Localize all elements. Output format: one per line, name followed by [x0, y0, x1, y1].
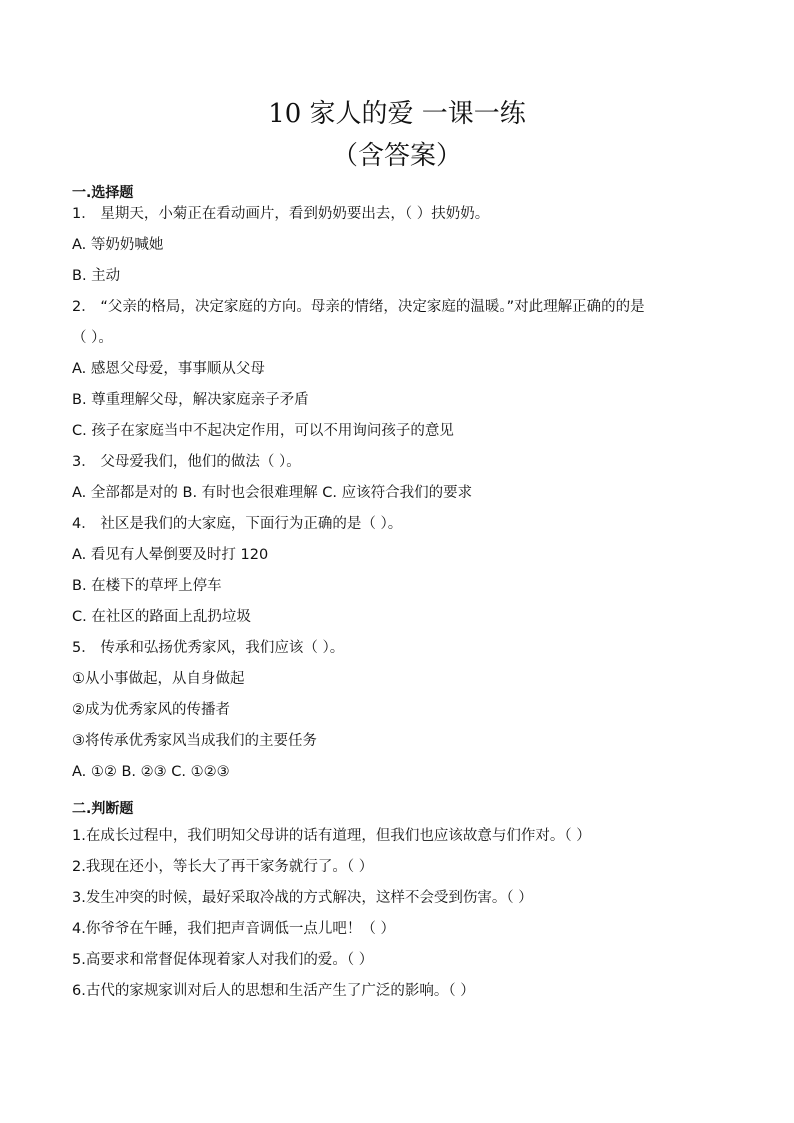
section-heading-judgement: 二.判断题 — [72, 801, 134, 817]
section-heading-choice: 一.选择题 — [72, 185, 134, 201]
question-1-option-a: A. 等奶奶喊她 — [72, 237, 164, 253]
judgement-item-4: 4.你爷爷在午睡，我们把声音调低一点儿吧！（ ） — [72, 921, 395, 937]
document-subtitle: （含答案） — [331, 141, 462, 171]
question-4-option-c: C. 在社区的路面上乱扔垃圾 — [72, 609, 251, 625]
question-5-item-2: ②成为优秀家风的传播者 — [72, 702, 230, 718]
question-3-options: A. 全部都是对的 B. 有时也会很难理解 C. 应该符合我们的要求 — [72, 485, 473, 501]
question-5-item-3: ③将传承优秀家风当成我们的主要任务 — [72, 733, 317, 749]
question-2-stem-cont: （ ）。 — [72, 330, 113, 346]
document-title: 10 家人的爱 一课一练 — [268, 99, 526, 129]
question-2-option-a: A. 感恩父母爱，事事顺从父母 — [72, 361, 265, 377]
judgement-item-2: 2.我现在还小，等长大了再干家务就行了。（ ） — [72, 859, 374, 875]
judgement-item-1: 1.在成长过程中，我们明知父母讲的话有道理，但我们也应该故意与们作对。（ ） — [72, 828, 591, 844]
question-3-stem: 3． 父母爱我们，他们的做法（ ）。 — [72, 454, 301, 470]
judgement-item-6: 6.古代的家规家训对后人的思想和生活产生了广泛的影响。（ ） — [72, 983, 475, 999]
question-1-stem: 1． 星期天，小菊正在看动画片，看到奶奶要出去，（ ）扶奶奶。 — [72, 206, 490, 222]
question-2-option-c: C. 孩子在家庭当中不起决定作用，可以不用询问孩子的意见 — [72, 423, 454, 439]
question-2-stem: 2． “父亲的格局，决定家庭的方向。母亲的情绪，决定家庭的温暖。”对此理解正确的的是 — [72, 299, 645, 315]
question-4-option-b: B. 在楼下的草坪上停车 — [72, 578, 222, 594]
judgement-item-3: 3.发生冲突的时候，最好采取冷战的方式解决，这样不会受到伤害。（ ） — [72, 890, 533, 906]
question-5-stem: 5． 传承和弘扬优秀家风，我们应该（ ）。 — [72, 640, 345, 656]
question-5-options: A. ①② B. ②③ C. ①②③ — [72, 764, 230, 780]
question-5-item-1: ①从小事做起，从自身做起 — [72, 671, 245, 687]
question-2-option-b: B. 尊重理解父母，解决家庭亲子矛盾 — [72, 392, 309, 408]
question-4-stem: 4． 社区是我们的大家庭，下面行为正确的是（ ）。 — [72, 516, 403, 532]
judgement-item-5: 5.高要求和常督促体现着家人对我们的爱。（ ） — [72, 952, 374, 968]
question-4-option-a: A. 看见有人晕倒要及时打 120 — [72, 547, 269, 563]
question-1-option-b: B. 主动 — [72, 268, 121, 284]
